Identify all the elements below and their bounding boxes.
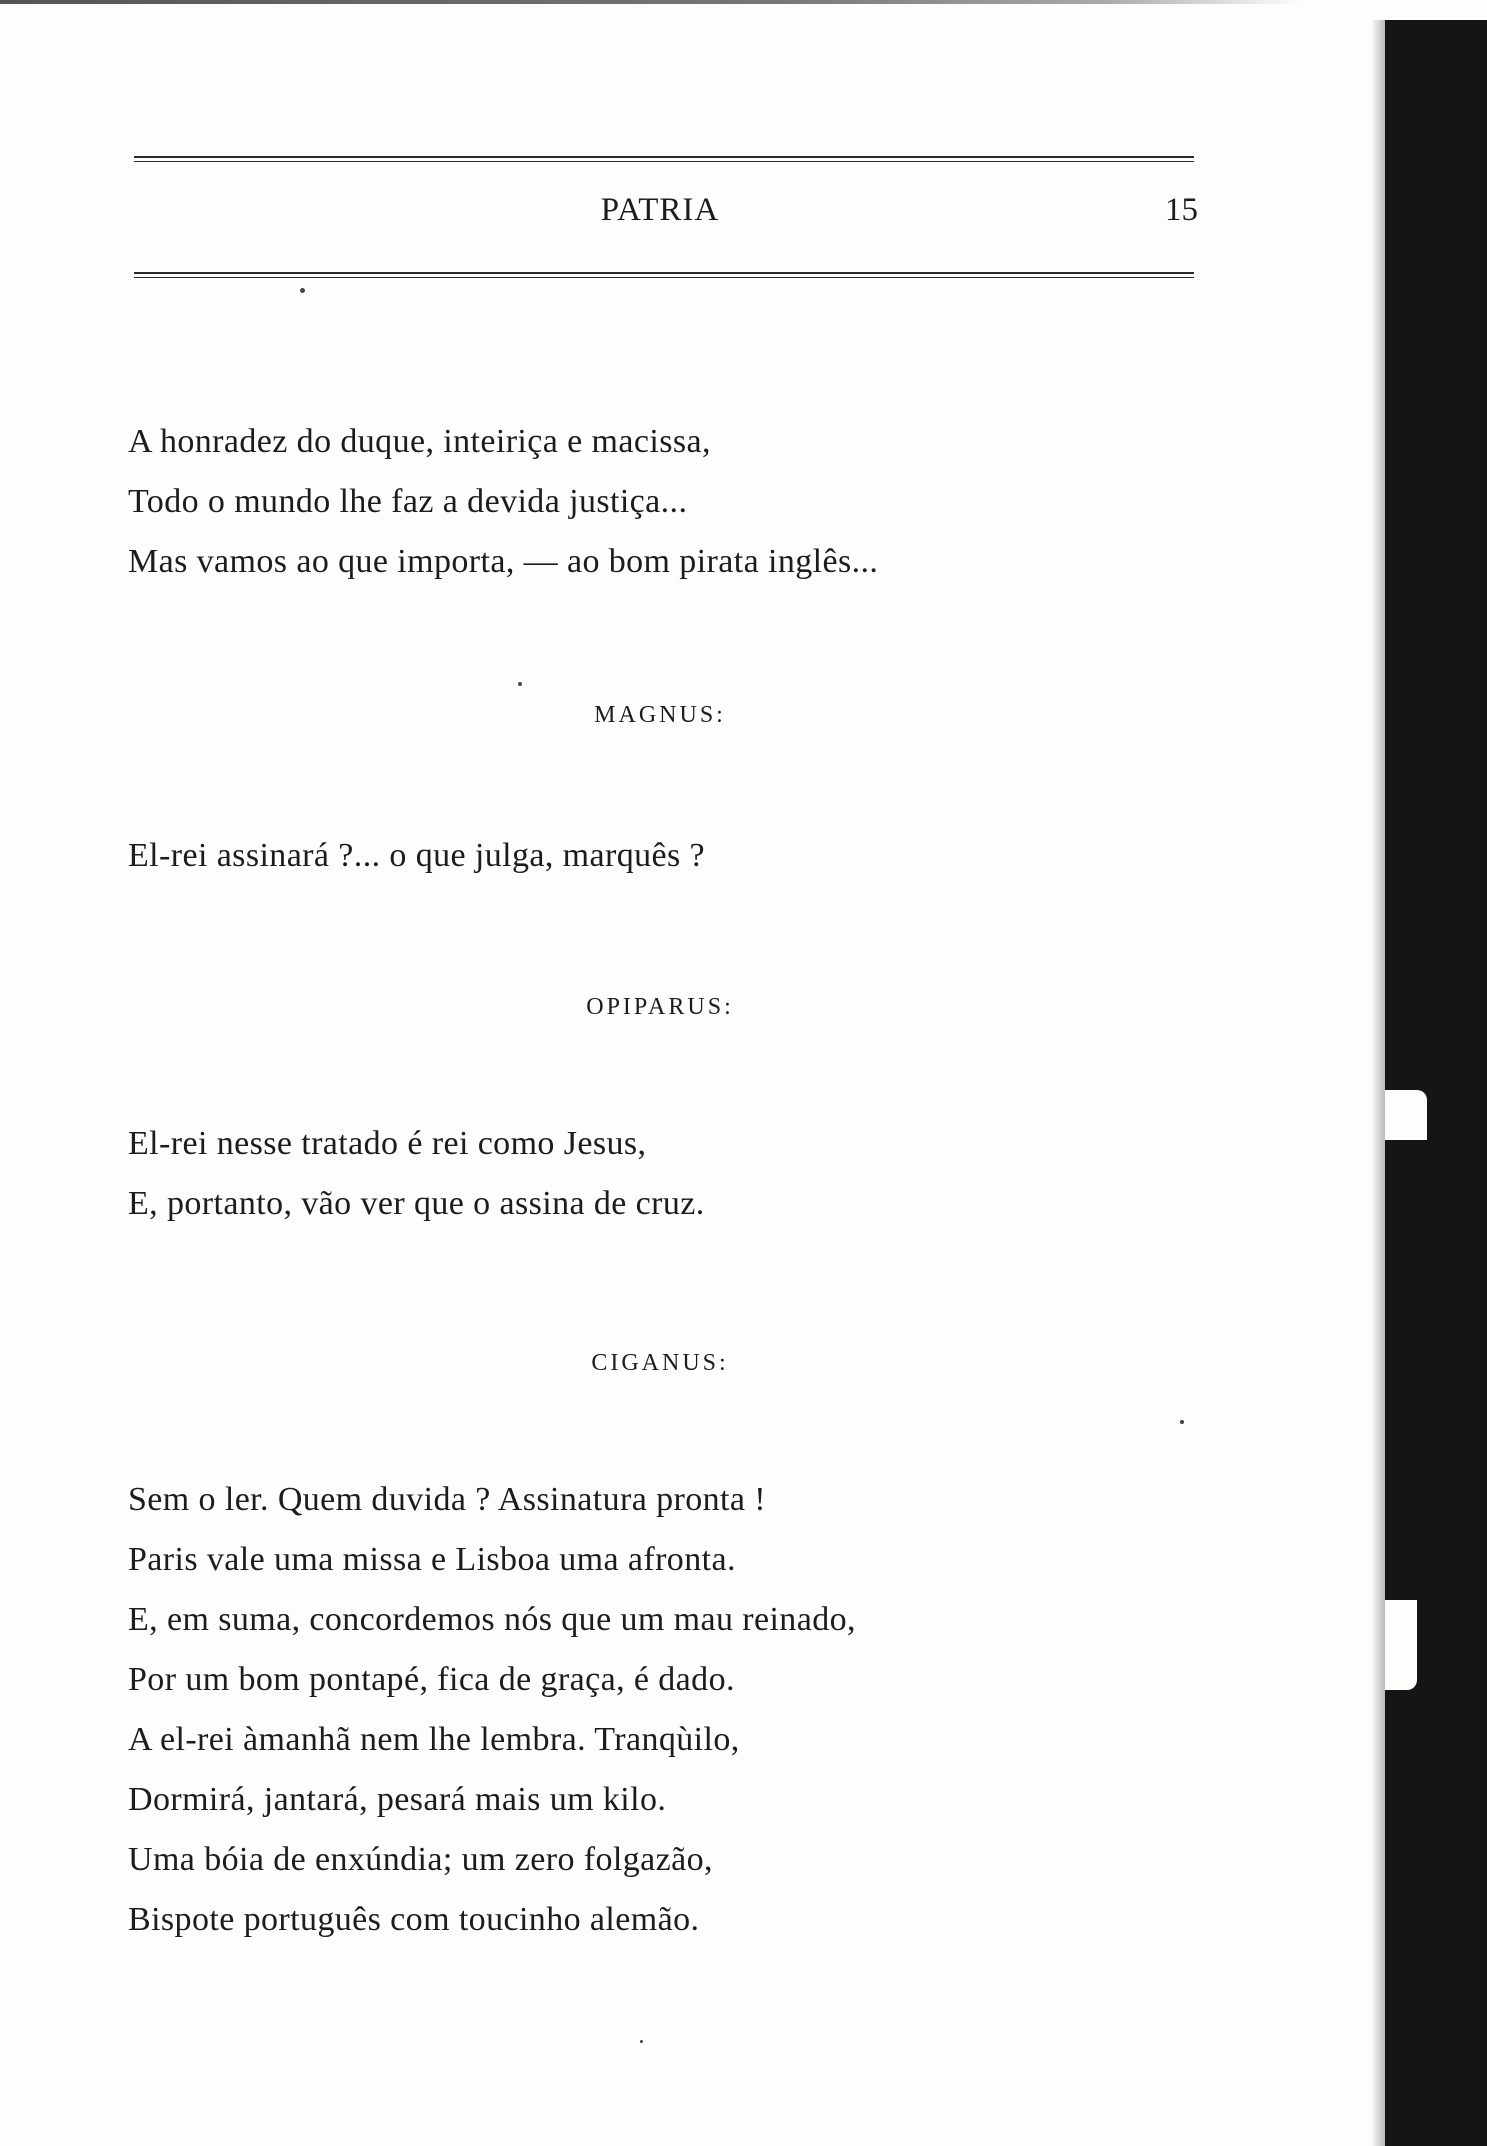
- verse-line: Sem o ler. Quem duvida ? Assinatura pronta !: [128, 1481, 766, 1518]
- verse-line: Bispote português com toucinho alemão.: [128, 1901, 700, 1938]
- binding-shadow: [1371, 20, 1385, 2146]
- verse-stanza: [128, 826, 705, 886]
- verse-line: Mas vamos ao que importa, — ao bom pirata inglês...: [128, 543, 879, 580]
- speaker-name: CIGANUS:: [591, 1350, 729, 1376]
- binding-notch: [1385, 1090, 1427, 1140]
- book-binding-edge: [1385, 20, 1487, 2146]
- verse-line: A el-rei àmanhã nem lhe lembra. Tranqùilo,: [128, 1721, 740, 1758]
- scan-top-edge: [0, 0, 1300, 4]
- ink-speck: [300, 288, 305, 293]
- verse-line: A honradez do duque, inteiriça e macissa,: [128, 423, 711, 460]
- verse-stanza: [128, 1114, 705, 1234]
- ink-speck: [518, 682, 522, 686]
- ink-speck: [640, 2040, 643, 2043]
- verse-line: E, em suma, concordemos nós que um mau reinado,: [128, 1601, 856, 1638]
- running-title: PATRIA: [600, 192, 720, 228]
- verse-line: Por um bom pontapé, fica de graça, é dado.: [128, 1661, 735, 1698]
- verse-line: Todo o mundo lhe faz a devida justiça...: [128, 483, 688, 520]
- header-rule-bottom: [134, 272, 1194, 278]
- binding-notch: [1385, 1600, 1417, 1690]
- speaker-name: MAGNUS:: [594, 702, 726, 728]
- verse-line: El-rei nesse tratado é rei como Jesus,: [128, 1125, 647, 1162]
- verse-line: Paris vale uma missa e Lisboa uma afronta.: [128, 1541, 736, 1578]
- verse-line: Dormirá, jantará, pesará mais um kilo.: [128, 1781, 667, 1818]
- page-number: 15: [1165, 192, 1198, 228]
- speaker-name: OPIPARUS:: [586, 994, 734, 1020]
- verse-line: El-rei assinará ?... o que julga, marquês ?: [128, 837, 706, 874]
- header-rule-top: [134, 156, 1194, 162]
- verse-line: E, portanto, vão ver que o assina de cruz.: [128, 1185, 705, 1222]
- verse-stanza: [128, 412, 878, 592]
- verse-line: Uma bóia de enxúndia; um zero folgazão,: [128, 1841, 713, 1878]
- ink-speck: [1180, 1420, 1184, 1424]
- verse-stanza: [128, 1470, 856, 1950]
